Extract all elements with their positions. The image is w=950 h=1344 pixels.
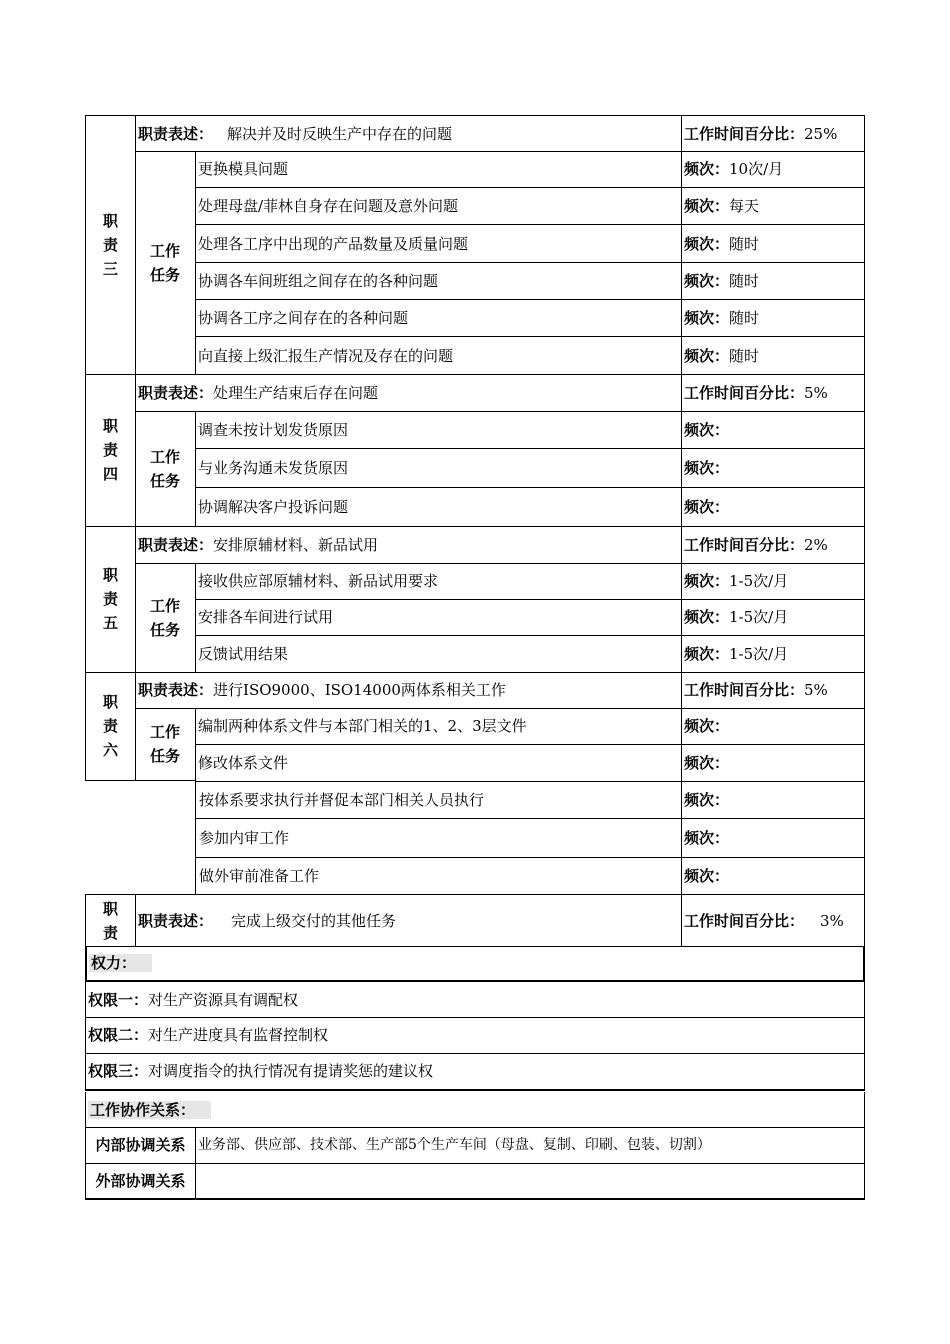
freq-label: 频次：: [684, 608, 730, 626]
freq-label: 频次：: [684, 717, 730, 735]
duty3-task-label: 工作任务: [135, 151, 196, 375]
freq-label: 频次：: [684, 271, 730, 290]
task-text: 按体系要求执行并督促本部门相关人员执行: [199, 790, 485, 809]
authority-title: 权力：: [85, 946, 865, 982]
cooperation-title: 工作协作关系：: [85, 1092, 865, 1128]
duty5-label: 职责五: [85, 526, 136, 673]
duty3-freq-6: [681, 337, 865, 375]
duty4-freq-3: [681, 487, 865, 527]
freq-value: 10次/月: [729, 160, 784, 178]
duty3-freq-4: [681, 262, 865, 300]
duty4-desc: 职责表述： 处理生产结束后存在问题: [135, 374, 682, 412]
duty5-pct: 工作时间百分比： 2%: [681, 526, 865, 564]
duty4-freq-2: [681, 448, 865, 488]
duty7-desc: 职责表述： 完成上级交付的其他任务: [135, 894, 682, 947]
duty3-freq-1: [681, 151, 865, 188]
duty6-label: 职责六: [85, 672, 136, 781]
task-text: 协调解决客户投诉问题: [198, 497, 349, 516]
freq-value: 随时: [729, 309, 760, 327]
duty3-task-5: [195, 300, 682, 337]
task-text: 参加内审工作: [199, 828, 290, 847]
external-value: [195, 1163, 865, 1200]
duty3-freq-5: [681, 300, 865, 337]
duty4-task-3: [195, 487, 682, 527]
freq-label: 频次：: [684, 197, 730, 215]
duty6-task-3: [195, 781, 682, 819]
duty5-task-1: [195, 563, 682, 600]
duty4-pct: 工作时间百分比： 5%: [681, 374, 865, 412]
task-text: 更换模具问题: [198, 160, 289, 178]
task-text: 处理母盘/菲林自身存在问题及意外问题: [198, 197, 459, 215]
external-label: 外部协调关系: [85, 1163, 196, 1200]
duty4-task-2: [195, 448, 682, 488]
task-text: 编制两种体系文件与本部门相关的1、2、3层文件: [198, 717, 527, 735]
duty3-task-1: [195, 151, 682, 188]
duty6-freq-5: [681, 858, 865, 895]
duty6-freq-4: [681, 818, 865, 858]
duty3-task-2: [195, 188, 682, 225]
task-text: 反馈试用结果: [198, 644, 289, 663]
duty6-freq-1: [681, 708, 865, 745]
duty3-freq-2: [681, 188, 865, 225]
duty4-label: 职责四: [85, 374, 136, 527]
freq-value: 1-5次/月: [729, 644, 789, 663]
duty6-task-label: 工作任务: [135, 708, 196, 781]
duty4-task-label: 工作任务: [135, 411, 196, 527]
freq-label: 频次：: [684, 309, 730, 327]
duty3-freq-3: [681, 225, 865, 263]
internal-value: 业务部、供应部、技术部、生产部5个生产车间（母盘、复制、印刷、包装、切割）: [195, 1127, 865, 1164]
freq-value: 每天: [729, 197, 760, 215]
task-text: 与业务沟通未发货原因: [198, 458, 349, 477]
authority-item-2: 权限二： 对生产进度具有监督控制权: [85, 1017, 865, 1054]
duty5-task-3: [195, 635, 682, 673]
task-text: 协调各车间班组之间存在的各种问题: [198, 271, 439, 290]
freq-value: 1-5次/月: [729, 608, 789, 626]
duty5-freq-2: [681, 599, 865, 636]
freq-label: 频次：: [684, 458, 730, 477]
freq-label: 频次：: [684, 160, 730, 178]
freq-label: 频次：: [684, 497, 730, 516]
duty5-task-label: 工作任务: [135, 563, 196, 673]
internal-label: 内部协调关系: [85, 1127, 196, 1164]
duty7-label: 职责: [85, 894, 136, 947]
duty3-pct: 工作时间百分比： 25%: [681, 115, 865, 152]
duty5-freq-1: [681, 563, 865, 600]
duty4-task-1: [195, 411, 682, 449]
duty6-task-5: [195, 858, 682, 895]
freq-value: 随时: [729, 346, 760, 365]
freq-label: 频次：: [684, 572, 730, 590]
freq-label: 频次：: [684, 346, 730, 365]
duty6-desc: 职责表述： 进行ISO9000、ISO14000两体系相关工作: [135, 672, 682, 709]
duty4-freq-1: [681, 411, 865, 449]
task-text: 调查未按计划发货原因: [198, 420, 349, 439]
duty3-label: 职责三: [85, 115, 136, 375]
duty3-desc: 职责表述： 解决并及时反映生产中存在的问题: [135, 115, 682, 152]
task-text: 协调各工序之间存在的各种问题: [198, 309, 409, 327]
duty7-pct: 工作时间百分比： 3%: [681, 894, 865, 947]
freq-value: 随时: [729, 234, 760, 253]
freq-label: 频次：: [684, 753, 730, 772]
task-text: 安排各车间进行试用: [198, 608, 334, 626]
duty3-task-3: [195, 225, 682, 263]
authority-item-1: 权限一： 对生产资源具有调配权: [85, 982, 865, 1018]
task-text: 修改体系文件: [198, 753, 289, 772]
freq-label: 频次：: [684, 644, 730, 663]
freq-label: 频次：: [684, 867, 730, 885]
duty5-task-2: [195, 599, 682, 636]
duty6-freq-2: [681, 744, 865, 782]
task-text: 做外审前准备工作: [199, 867, 320, 885]
duty3-task-6: [195, 337, 682, 375]
freq-label: 频次：: [684, 828, 730, 847]
freq-value: 随时: [729, 271, 760, 290]
task-text: 向直接上级汇报生产情况及存在的问题: [198, 346, 454, 365]
duty6-task-2: [195, 744, 682, 782]
duty5-desc: 职责表述： 安排原辅材料、新品试用: [135, 526, 682, 564]
duty6-freq-3: [681, 781, 865, 819]
task-text: 处理各工序中出现的产品数量及质量问题: [198, 234, 469, 253]
duty6-task-4: [195, 818, 682, 858]
freq-value: 1-5次/月: [729, 572, 789, 590]
freq-label: 频次：: [684, 234, 730, 253]
duty5-freq-3: [681, 635, 865, 673]
task-text: 接收供应部原辅材料、新品试用要求: [198, 572, 439, 590]
duty6-task-1: [195, 708, 682, 745]
authority-item-3: 权限三： 对调度指令的执行情况有提请奖惩的建议权: [85, 1053, 865, 1091]
freq-label: 频次：: [684, 420, 730, 439]
duty6-pct: 工作时间百分比： 5%: [681, 672, 865, 709]
freq-label: 频次：: [684, 790, 730, 809]
duty3-task-4: [195, 262, 682, 300]
